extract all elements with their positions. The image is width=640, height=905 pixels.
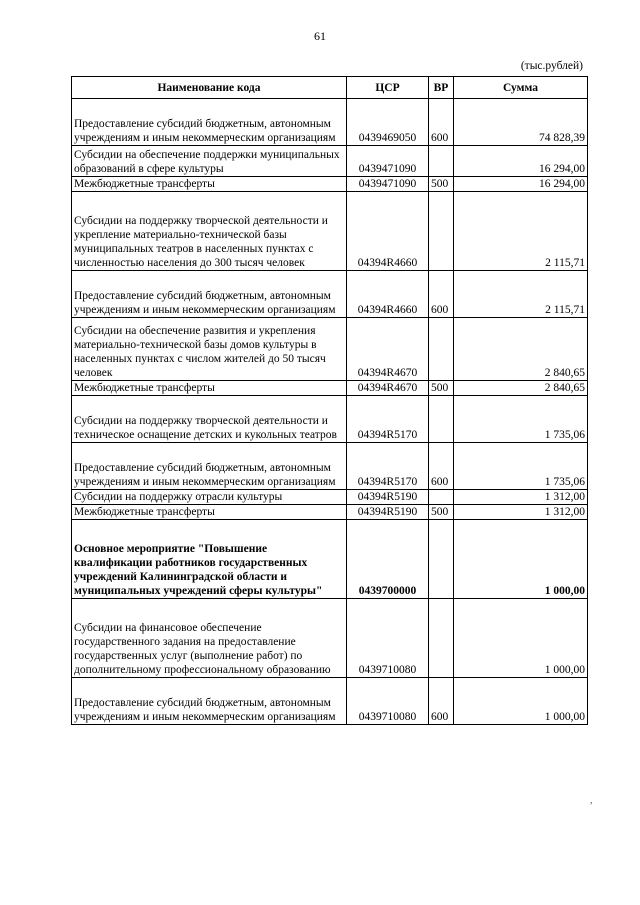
row-vr (429, 520, 454, 599)
row-sum: 16 294,00 (454, 146, 588, 177)
row-name: Межбюджетные трансферты (72, 177, 347, 192)
row-sum: 1 735,06 (454, 396, 588, 443)
row-code: 04394R4670 (347, 318, 429, 381)
row-name: Субсидии на поддержку отрасли культуры (72, 490, 347, 505)
table-row (72, 146, 588, 177)
row-name: Субсидии на обеспечение развития и укрепления материально-технической базы домов культуры в населенных пунктах с числом жителей до 50 тысяч человек (72, 318, 347, 381)
row-name: Субсидии на поддержку творческой деятельности и укрепление материально-технической базы муниципальных театров в населенных пунктах с численностью населения до 300 тысяч человек (72, 192, 347, 271)
table-row (72, 599, 588, 678)
row-vr: 600 (429, 678, 454, 725)
row-name: Межбюджетные трансферты (72, 505, 347, 520)
header-sum: Сумма (454, 77, 588, 99)
row-vr: 600 (429, 443, 454, 490)
row-vr: 500 (429, 177, 454, 192)
row-sum: 1 000,00 (454, 520, 588, 599)
row-name: Субсидии на финансовое обеспечение государственного задания на предоставление государственных услуг (выполнение работ) по дополнительному профессиональному образованию (72, 599, 347, 678)
row-sum: 2 840,65 (454, 318, 588, 381)
table-row (72, 396, 588, 443)
row-vr (429, 396, 454, 443)
row-sum: 16 294,00 (454, 177, 588, 192)
units-label: (тыс.рублей) (520, 60, 583, 72)
row-vr (429, 599, 454, 678)
row-name: Межбюджетные трансферты (72, 381, 347, 396)
table-row (72, 192, 588, 271)
page-number: 61 (314, 29, 326, 43)
row-name: Предоставление субсидий бюджетным, автономным учреждениям и иным некоммерческим организациям (72, 271, 347, 318)
row-sum: 2 115,71 (454, 192, 588, 271)
table-row (72, 520, 588, 599)
row-code: 0439471090 (347, 146, 429, 177)
row-code: 04394R5170 (347, 396, 429, 443)
row-code: 0439710080 (347, 599, 429, 678)
row-name: Основное мероприятие "Повышение квалификации работников государственных учреждений Калининградской области и муниципальных учреждений сферы культуры" (72, 520, 347, 599)
row-code: 0439471090 (347, 177, 429, 192)
budget-table (71, 76, 588, 725)
table-header-row (72, 77, 588, 99)
row-sum: 2 840,65 (454, 381, 588, 396)
row-vr (429, 192, 454, 271)
row-code: 04394R4660 (347, 271, 429, 318)
row-name: Предоставление субсидий бюджетным, автономным учреждениям и иным некоммерческим организациям (72, 99, 347, 146)
table-row (72, 381, 588, 396)
table-row (72, 443, 588, 490)
row-name: Субсидии на поддержку творческой деятельности и техническое оснащение детских и кукольных театров (72, 396, 347, 443)
row-code: 0439700000 (347, 520, 429, 599)
row-name: Предоставление субсидий бюджетным, автономным учреждениям и иным некоммерческим организациям (72, 443, 347, 490)
table-row (72, 490, 588, 505)
row-code: 04394R5190 (347, 490, 429, 505)
header-name: Наименование кода (72, 77, 347, 99)
row-vr: 600 (429, 271, 454, 318)
row-vr (429, 318, 454, 381)
row-sum: 1 312,00 (454, 505, 588, 520)
row-code: 04394R4660 (347, 192, 429, 271)
row-vr: 600 (429, 99, 454, 146)
row-sum: 74 828,39 (454, 99, 588, 146)
table-row (72, 271, 588, 318)
table-row (72, 99, 588, 146)
row-code: 0439469050 (347, 99, 429, 146)
table-row (72, 678, 588, 725)
row-name: Субсидии на обеспечение поддержки муниципальных образований в сфере культуры (72, 146, 347, 177)
row-code: 0439710080 (347, 678, 429, 725)
row-vr (429, 146, 454, 177)
row-name: Предоставление субсидий бюджетным, автономным учреждениям и иным некоммерческим организациям (72, 678, 347, 725)
header-code: ЦСР (347, 77, 429, 99)
row-sum: 1 000,00 (454, 678, 588, 725)
header-vr: ВР (429, 77, 454, 99)
row-vr: 500 (429, 381, 454, 396)
table-row (72, 177, 588, 192)
scan-mark: , (590, 795, 593, 806)
row-vr (429, 490, 454, 505)
row-code: 04394R5170 (347, 443, 429, 490)
row-code: 04394R4670 (347, 381, 429, 396)
row-sum: 1 312,00 (454, 490, 588, 505)
row-sum: 1 000,00 (454, 599, 588, 678)
row-sum: 1 735,06 (454, 443, 588, 490)
row-code: 04394R5190 (347, 505, 429, 520)
table-row (72, 505, 588, 520)
table-row (72, 318, 588, 381)
row-sum: 2 115,71 (454, 271, 588, 318)
row-vr: 500 (429, 505, 454, 520)
